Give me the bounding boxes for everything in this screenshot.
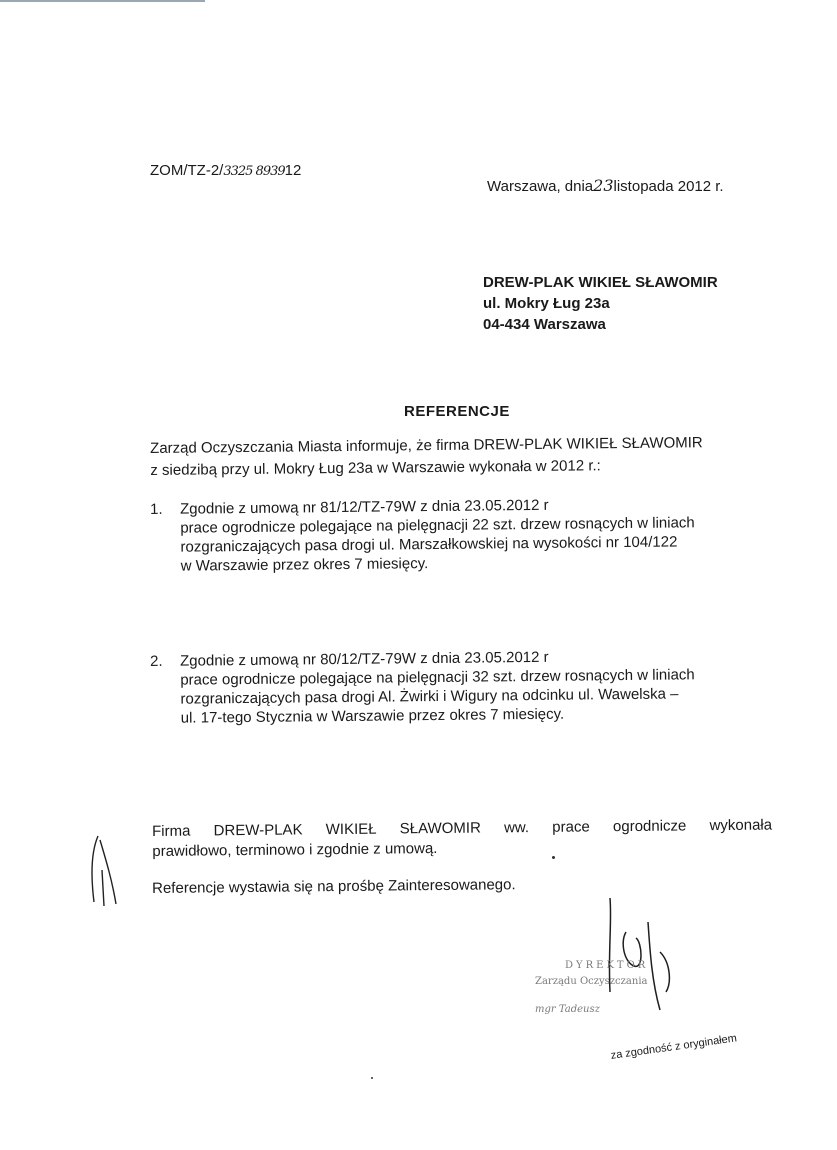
- list-item-body: [180, 646, 771, 728]
- speck: [371, 1077, 373, 1079]
- closing-line: prawidłowo, terminowo i zgodnie z umową.: [152, 840, 438, 860]
- intro-line: z siedzibą przy ul. Mokry Ług 23a w Warszawie wykonała w 2012 r.:: [150, 457, 601, 479]
- stamp-line: mgr Tadeusz: [535, 1004, 600, 1015]
- closing-line: Firma DREW-PLAK WIKIEŁ SŁAWOMIR ww. prace ogrodnicze wykonała: [152, 816, 773, 840]
- list-item-number: 2.: [150, 652, 163, 670]
- speck: [552, 856, 555, 859]
- reference-number: [150, 162, 301, 179]
- list-item-line: prace ogrodnicze polegające na pielęgnacji 22 szt. drzew rosnących w liniach: [180, 514, 695, 537]
- recipient-name: DREW-PLAK WIKIEŁ SŁAWOMIR: [483, 274, 718, 291]
- reference-suffix: 12: [284, 162, 302, 179]
- reference-handwritten: 3325 8939: [223, 164, 285, 179]
- stamp-line: Zarządu Oczyszczania: [535, 976, 648, 987]
- list-item: [150, 646, 771, 728]
- list-item-line: rozgraniczających pasa drogi ul. Marszałkowskiej na wysokości nr 104/122: [180, 533, 678, 556]
- intro-line: Zarząd Oczyszczania Miasta informuje, że firma DREW-PLAK WIKIEŁ SŁAWOMIR: [150, 434, 703, 457]
- list-item-line: Zgodnie z umową nr 81/12/TZ-79W z dnia 23.05.2012 r: [180, 496, 549, 518]
- recipient-city: 04-434 Warszawa: [483, 316, 606, 333]
- date-handwritten-day: 23: [593, 176, 614, 195]
- intro-paragraph: [150, 432, 770, 482]
- certification-note: za zgodność z oryginałem: [610, 1032, 738, 1062]
- list-item-line: w Warszawie przez okres 7 miesięcy.: [180, 555, 429, 575]
- date-prefix: Warszawa, dnia: [487, 178, 594, 195]
- director-stamp: [535, 958, 648, 1018]
- list-item-line: rozgraniczających pasa drogi Al. Żwirki i Wigury na odcinku ul. Wawelska –: [180, 685, 679, 708]
- list-item-line: prace ogrodnicze polegające na pielęgnacji 32 szt. drzew rosnących w liniach: [180, 666, 695, 689]
- request-note: Referencje wystawia się na prośbę Zainteresowanego.: [152, 876, 516, 897]
- recipient-street: ul. Mokry Ług 23a: [483, 295, 610, 312]
- list-item-body: [180, 494, 771, 576]
- recipient-address: [483, 272, 718, 335]
- document-date: [487, 176, 724, 195]
- list-item-line: Zgodnie z umową nr 80/12/TZ-79W z dnia 23.05.2012 r: [180, 648, 549, 670]
- list-item-line: ul. 17-tego Stycznia w Warszawie przez okres 7 miesięcy.: [180, 705, 565, 727]
- stamp-line: DYREKTOR: [565, 960, 649, 971]
- list-item: [150, 494, 771, 576]
- scan-edge-line: [0, 0, 205, 2]
- closing-paragraph: [152, 816, 772, 862]
- document-title: REFERENCJE: [404, 403, 510, 420]
- margin-bracket-mark: [86, 830, 126, 910]
- reference-prefix: ZOM/TZ-2/: [150, 162, 224, 179]
- date-suffix: listopada 2012 r.: [613, 178, 724, 195]
- list-item-number: 1.: [150, 500, 163, 518]
